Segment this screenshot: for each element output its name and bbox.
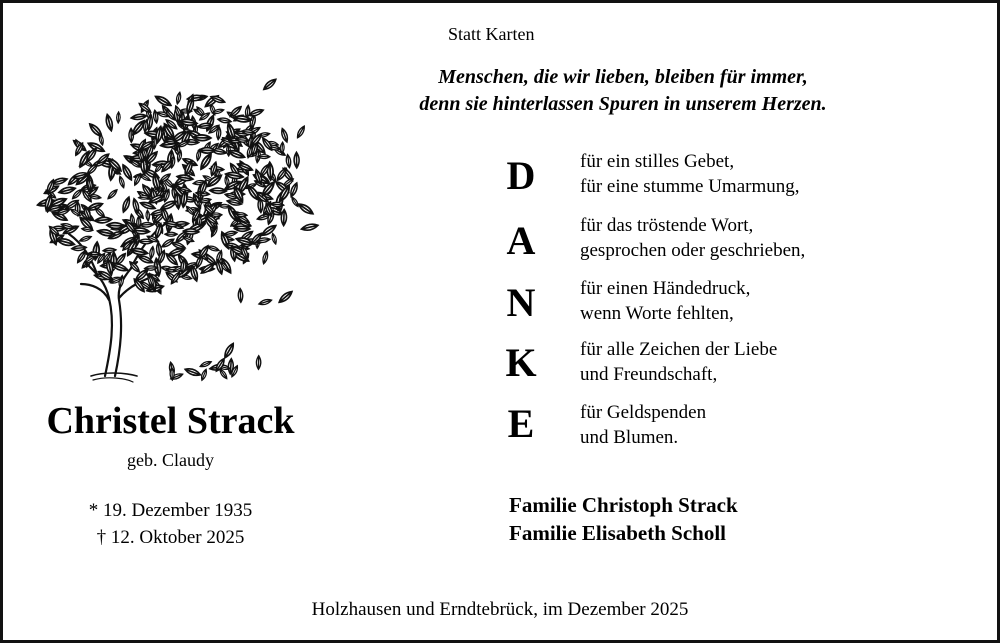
leaf-shape	[238, 288, 243, 302]
leaf-shape	[56, 237, 75, 247]
leaf-shape	[146, 210, 150, 221]
danke-lines-k	[580, 337, 777, 387]
leaf-shape	[234, 226, 250, 231]
leaf-shape	[258, 298, 272, 306]
leaf-shape	[207, 245, 220, 252]
leaf-shape	[210, 213, 222, 217]
leaf-shape	[223, 342, 236, 359]
leaf-shape	[175, 92, 181, 105]
leaf-shape	[223, 230, 237, 237]
leaf-shape	[58, 186, 76, 195]
memorial-quote	[373, 64, 873, 118]
leaf-shape	[210, 188, 227, 194]
leaf-shape	[281, 209, 287, 225]
danke-line: gesprochen oder geschrieben,	[580, 240, 806, 261]
leaf-shape	[258, 155, 270, 159]
danke-letter-d: D	[506, 153, 536, 198]
danke-letter-e: E	[507, 401, 535, 446]
leaf-shape	[294, 152, 299, 168]
danke-lines-n	[580, 276, 750, 326]
leaf-shape	[168, 247, 186, 258]
leaf-shape	[149, 246, 155, 259]
leaf-shape	[262, 251, 269, 265]
leaf-shape	[285, 154, 291, 168]
danke-line: für eine stumme Umarmung,	[580, 176, 800, 197]
life-dates	[3, 497, 338, 551]
danke-letter-a: A	[506, 218, 536, 263]
leaf-shape	[296, 125, 306, 139]
leaf-shape	[248, 108, 264, 118]
leaf-shape	[116, 112, 120, 123]
leaf-shape	[140, 222, 154, 227]
danke-letter-k: K	[505, 340, 537, 385]
quote-line: Menschen, die wir lieben, bleiben für immer,	[438, 66, 808, 88]
leaf-shape	[236, 236, 254, 246]
windblown-tree-icon	[33, 48, 323, 388]
leaf-shape	[107, 222, 125, 228]
danke-lines-a	[580, 213, 805, 263]
leaf-shape	[107, 188, 119, 200]
leaf-shape	[98, 134, 104, 146]
leaf-shape	[95, 217, 112, 224]
leaf-shape	[199, 148, 216, 154]
family-name: Familie Christoph Strack	[509, 493, 738, 517]
danke-lines-e	[580, 400, 706, 450]
leaf-shape	[105, 114, 114, 132]
danke-line: für alle Zeichen der Liebe	[580, 339, 778, 360]
danke-lines-d	[580, 149, 800, 199]
birth-name: geb. Claudy	[127, 450, 214, 470]
leaf-shape	[184, 367, 201, 377]
danke-letter-n: N	[506, 280, 536, 325]
leaf-shape	[185, 97, 195, 114]
leaf-shape	[131, 113, 147, 120]
deceased-name: Christel Strack	[46, 400, 295, 442]
place-and-date: Holzhausen und Erndtebrück, im Dezember 2025	[311, 599, 689, 620]
danke-line: für einen Händedruck,	[580, 278, 751, 299]
leaf-shape	[271, 233, 278, 245]
death-date: † 12. Oktober 2025	[96, 527, 245, 548]
family-signatures	[509, 491, 738, 547]
leaf-shape	[79, 235, 92, 243]
family-name: Familie Elisabeth Scholl	[509, 521, 727, 545]
quote-line: denn sie hinterlassen Spuren in unserem Herzen.	[419, 93, 827, 115]
leaf-shape	[256, 356, 261, 370]
danke-line: und Freundschaft,	[580, 364, 718, 385]
danke-line: für ein stilles Gebet,	[580, 151, 735, 172]
leaf-shape	[165, 232, 177, 236]
danke-line: wenn Worte fehlten,	[580, 303, 734, 324]
leaf-shape	[290, 196, 299, 207]
leaf-shape	[199, 360, 212, 368]
leaf-shape	[297, 202, 314, 216]
leaf-shape	[170, 368, 174, 381]
leaf-shape	[193, 135, 211, 141]
birth-date: * 19. Dezember 1935	[88, 500, 253, 521]
danke-line: für das tröstende Wort,	[580, 215, 754, 236]
danke-line: und Blumen.	[580, 427, 679, 448]
leaf-shape	[139, 239, 153, 244]
leaf-shape	[132, 198, 140, 213]
leaf-shape	[118, 176, 125, 189]
leaf-shape	[94, 206, 106, 218]
leaf-shape	[217, 117, 231, 124]
leaf-shape	[301, 223, 319, 232]
statt-karten-label: Statt Karten	[448, 24, 535, 44]
leaf-shape	[280, 128, 289, 143]
leaf-shape	[277, 289, 293, 304]
danke-line: für Geldspenden	[580, 402, 707, 423]
leaf-shape	[262, 77, 277, 91]
leaf-shape	[121, 196, 131, 213]
leaf-shape	[130, 247, 148, 256]
